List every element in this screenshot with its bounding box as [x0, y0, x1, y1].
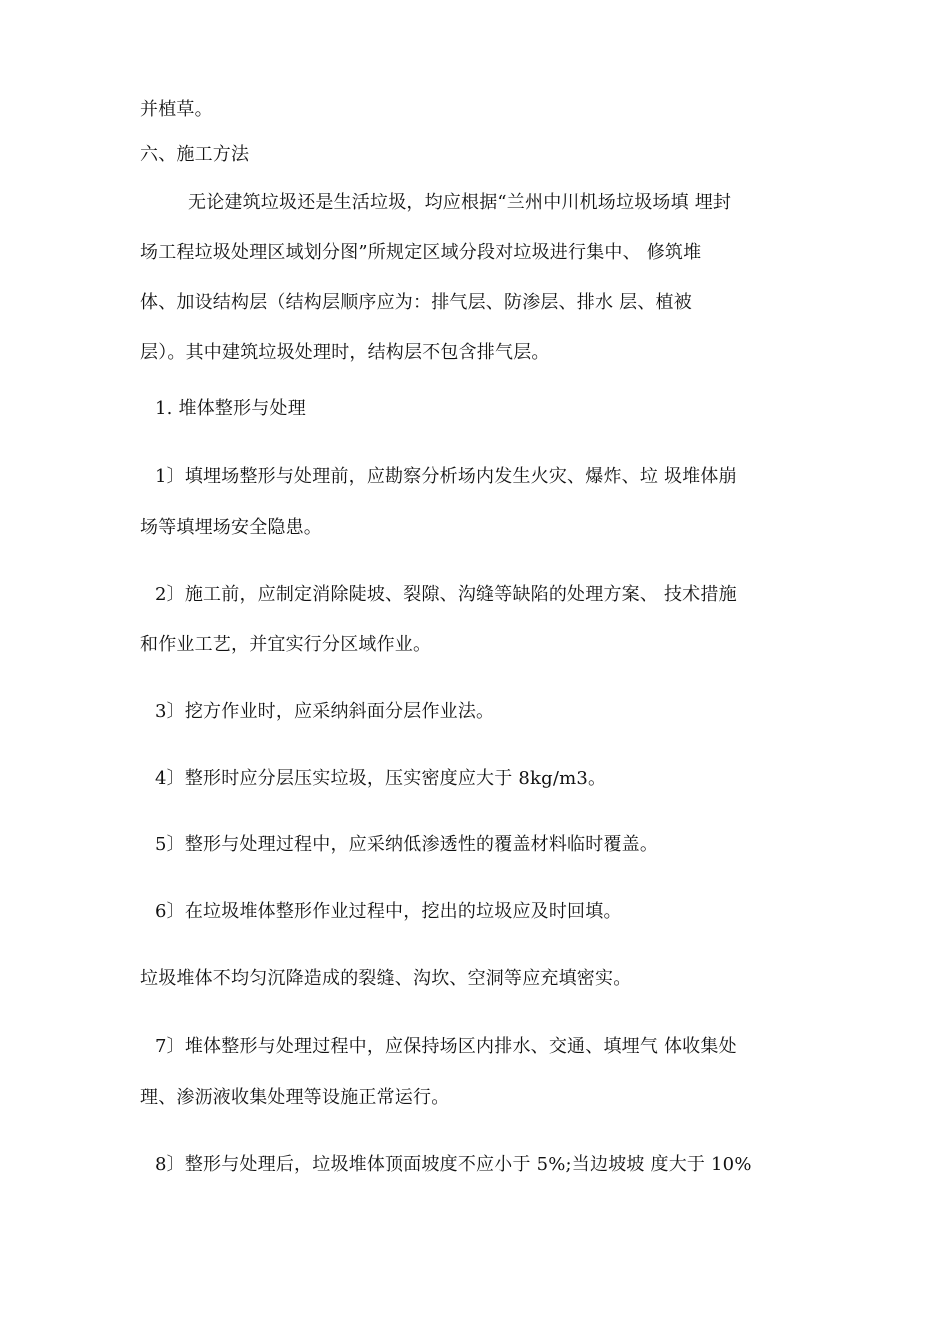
list-item-line: 理、渗沥液收集处理等设施正常运行。 [140, 1087, 450, 1108]
list-item-line: 4〕整形时应分层压实垃圾，压实密度应大于 8kg/m3。 [155, 768, 607, 789]
list-item-line: 8〕整形与处理后，垃圾堆体顶面坡度不应小于 5%;当边坡坡 度大于 10% [155, 1154, 752, 1175]
list-item-line: 1〕填埋场整形与处理前，应勘察分析场内发生火灾、爆炸、垃 圾堆体崩 [155, 466, 737, 487]
section-heading: 六、施工方法 [140, 144, 250, 165]
paragraph-line: 场工程垃圾处理区域划分图”所规定区域分段对垃圾进行集中、 修筑堆 [140, 242, 702, 263]
list-item-line: 7〕堆体整形与处理过程中，应保持场区内排水、交通、填埋气 体收集处 [155, 1036, 737, 1057]
paragraph-line: 体、加设结构层（结构层顺序应为：排气层、防渗层、排水 层、植被 [140, 292, 692, 313]
paragraph-line: 垃圾堆体不均匀沉降造成的裂缝、沟坎、空洞等应充填密实。 [140, 968, 632, 989]
list-item-line: 5〕整形与处理过程中，应采纳低渗透性的覆盖材料临时覆盖。 [155, 834, 659, 855]
list-item-line: 6〕在垃圾堆体整形作业过程中，挖出的垃圾应及时回填。 [155, 901, 622, 922]
paragraph-line: 无论建筑垃圾还是生活垃圾，均应根据“兰州中川机场垃圾场填 埋封 [188, 192, 732, 213]
list-item-line: 2〕施工前，应制定消除陡坡、裂隙、沟缝等缺陷的处理方案、 技术措施 [155, 584, 737, 605]
subsection-heading: 1. 堆体整形与处理 [155, 398, 306, 419]
list-item-line: 场等填埋场安全隐患。 [140, 517, 322, 538]
paragraph-line: 并植草。 [140, 99, 213, 120]
list-item-line: 和作业工艺，并宜实行分区域作业。 [140, 634, 432, 655]
list-item-line: 3〕挖方作业时，应采纳斜面分层作业法。 [155, 701, 495, 722]
paragraph-line: 层）。其中建筑垃圾处理时，结构层不包含排气层。 [140, 342, 550, 363]
